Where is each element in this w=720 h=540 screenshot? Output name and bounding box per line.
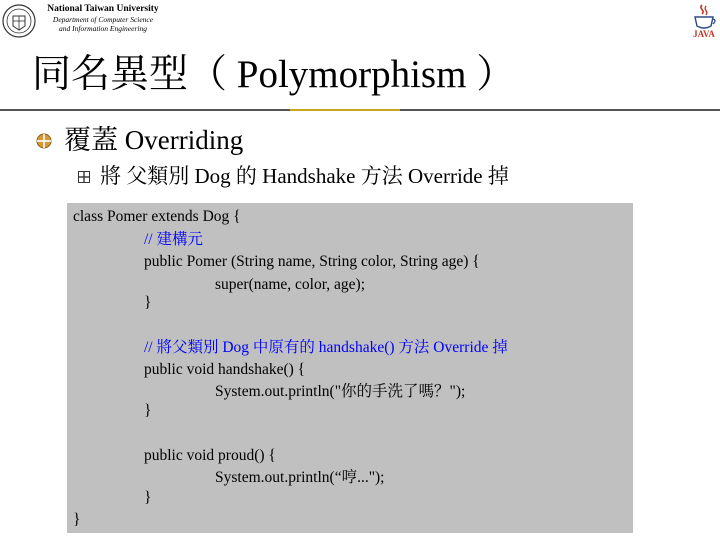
code-comment: // 將父類別 Dog 中原有的 handshake() 方法 Override 掉: [144, 339, 508, 356]
university-name: National Taiwan University: [47, 4, 159, 14]
code-comment: // 建構元: [144, 231, 203, 248]
java-logo-text: JAVA: [693, 29, 715, 39]
code-block: [67, 203, 633, 533]
university-seal-icon: [2, 2, 36, 40]
title-rule-left: [0, 109, 290, 111]
department-line-2: and Information Engineering: [59, 24, 147, 33]
code-line: public void handshake() {: [144, 361, 306, 378]
code-line: System.out.println(“哼...");: [215, 469, 385, 486]
code-line: public void proud() {: [144, 447, 276, 464]
square-cross-bullet-icon: [78, 170, 90, 182]
department-line-1: Department of Computer Science: [52, 15, 154, 24]
code-line: class Pomer extends Dog {: [73, 208, 241, 225]
slide-title: 同名異型（ Polymorphism ）: [32, 53, 516, 96]
bullet-level-2: 將 父類別 Dog 的 Handshake 方法 Override 掉: [100, 164, 509, 188]
code-line: System.out.println("你的手洗了嗎？");: [215, 383, 466, 400]
bullet-level-1: 覆蓋 Overriding: [64, 125, 244, 155]
header-text: [40, 4, 166, 33]
java-logo-icon: [690, 2, 718, 40]
title-rule-accent: [290, 109, 400, 111]
code-line: }: [144, 294, 152, 311]
code-line: }: [144, 489, 152, 506]
code-line: super(name, color, age);: [215, 276, 366, 293]
code-line: }: [144, 402, 152, 419]
code-line: }: [73, 511, 81, 528]
title-rule-right: [400, 109, 720, 111]
circle-cross-bullet-icon: [36, 133, 52, 149]
code-line: public Pomer (String name, String color, String age) {: [144, 253, 480, 270]
